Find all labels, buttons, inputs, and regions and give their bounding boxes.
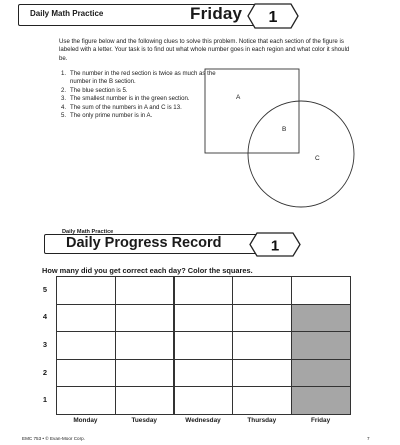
footer-copyright: EMC 753 • © Evan-Moor Corp. <box>22 436 85 441</box>
clue-item: 2. The blue section is 5. <box>61 86 128 94</box>
clue-item: 3. The smallest number is in the green section. <box>61 95 190 103</box>
grid-square-monday-3[interactable] <box>56 331 116 360</box>
clue-item: 5. The only prime number is in A. <box>61 112 153 120</box>
day-label-friday: Friday <box>310 417 331 424</box>
circle-shape <box>248 101 354 207</box>
grid-square-thursday-3[interactable] <box>232 331 292 360</box>
day-label-tuesday: Tuesday <box>131 417 157 424</box>
record-small-label: Daily Math Practice <box>62 229 114 235</box>
day-number: 1 <box>268 9 278 26</box>
row-label: 5 <box>42 284 48 294</box>
grid-square-thursday-5[interactable] <box>232 276 292 305</box>
grid-square-friday-4[interactable] <box>291 304 351 333</box>
grid-square-monday-5[interactable] <box>56 276 116 305</box>
grid-square-tuesday-5[interactable] <box>115 276 175 305</box>
problem-instructions: Use the figure below and the following clues to solve this problem. Notice that each section of the figure is labeled with a letter. Your task is to find out what whole number goes in each region and what color it should be. <box>59 38 350 62</box>
page-number: 7 <box>367 436 370 441</box>
progress-grid <box>56 276 350 418</box>
figure-label-a: A <box>236 94 241 101</box>
figure-label-c: C <box>315 155 320 162</box>
grid-square-tuesday-1[interactable] <box>115 386 175 415</box>
day-number-badge <box>246 2 300 30</box>
grid-square-friday-3[interactable] <box>291 331 351 360</box>
row-label: 4 <box>42 312 48 322</box>
record-number: 1 <box>270 237 280 255</box>
row-label: 3 <box>42 340 48 349</box>
row-label: 1 <box>42 395 48 405</box>
header-progress-record <box>44 234 302 256</box>
grid-square-monday-4[interactable] <box>56 304 116 333</box>
grid-square-friday-5[interactable] <box>291 276 351 305</box>
grid-square-tuesday-2[interactable] <box>115 359 175 388</box>
record-number-badge <box>248 231 302 258</box>
day-label-monday: Monday <box>73 417 98 424</box>
day-label-wednesday: Wednesday <box>185 417 221 424</box>
grid-square-friday-2[interactable] <box>291 359 351 388</box>
record-question: How many did you get correct each day? Color the squares. <box>42 266 253 275</box>
clue-item: 1. The number in the red section is twice as much as the number in the B section. <box>61 70 216 86</box>
grid-square-thursday-4[interactable] <box>232 304 292 333</box>
grid-square-wednesday-5[interactable] <box>174 276 234 305</box>
day-label-thursday: Thursday <box>247 417 277 424</box>
venn-figure <box>190 64 370 214</box>
grid-square-thursday-2[interactable] <box>232 359 292 388</box>
clue-item: 4. The sum of the numbers in A and C is 13. <box>61 103 182 111</box>
grid-square-wednesday-2[interactable] <box>174 359 234 388</box>
grid-square-monday-2[interactable] <box>56 359 116 388</box>
grid-square-thursday-1[interactable] <box>232 386 292 415</box>
grid-square-tuesday-3[interactable] <box>115 331 175 360</box>
header-friday <box>18 4 300 28</box>
grid-square-tuesday-4[interactable] <box>115 304 175 333</box>
header-day: Friday <box>190 4 243 23</box>
grid-square-wednesday-3[interactable] <box>174 331 234 360</box>
figure-shapes <box>190 64 370 214</box>
square-shape <box>205 69 299 153</box>
grid-square-friday-1[interactable] <box>291 386 351 415</box>
grid-square-wednesday-1[interactable] <box>174 386 234 415</box>
record-title: Daily Progress Record <box>66 235 222 251</box>
grid-square-monday-1[interactable] <box>56 386 116 415</box>
figure-label-b: B <box>282 126 287 133</box>
grid-square-wednesday-4[interactable] <box>174 304 234 333</box>
header-label: Daily Math Practice <box>30 9 104 18</box>
row-label: 2 <box>42 367 48 377</box>
